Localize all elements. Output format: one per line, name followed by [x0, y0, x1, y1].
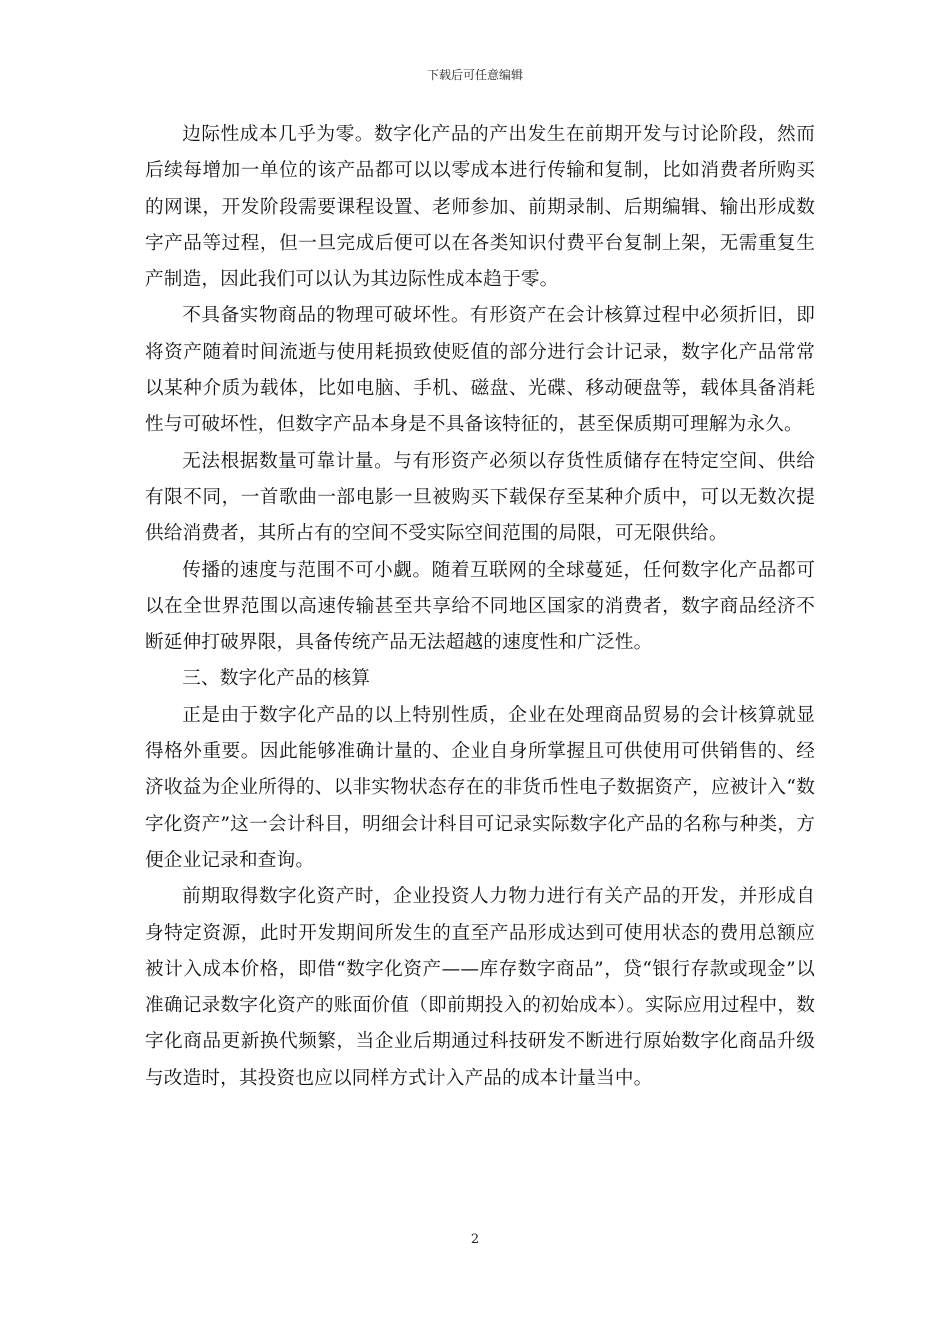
paragraph-marginal-cost: 边际性成本几乎为零。数字化产品的产出发生在前期开发与讨论阶段，然而后续每增加一单位的该产品都可以以零成本进行传输和复制，比如消费者所购买的网课，开发阶段需要课程设置、老师参加、前期录制、后期编辑、输出形成数字产品等过程，但一旦完成后便可以在各类知识付费平台复制上架，无需重复生产制造，因此我们可以认为其边际性成本趋于零。	[145, 124, 815, 291]
page-number: 2	[470, 1232, 480, 1247]
page-header: 下载后可任意编辑	[426, 68, 523, 82]
paragraph-propagation: 传播的速度与范围不可小觑。随着互联网的全球蔓延，任何数字化产品都可以在全世界范围以高速传输甚至共享给不同地区国家的消费者，数字商品经济不断延伸打破界限，具备传统产品无法超越的速度性和广泛性。	[145, 559, 815, 654]
paragraph-quantity-measurement: 无法根据数量可靠计量。与有形资产必须以存货性质储存在特定空间、供给有限不同，一首歌曲一部电影一旦被购买下载保存至某种介质中，可以无数次提供给消费者，其所占有的空间不受实际空间范围的局限，可无限供给。	[145, 450, 815, 545]
paragraph-initial-acquisition: 前期取得数字化资产时，企业投资人力物力进行有关产品的开发，并形成自身特定资源，此时开发期间所发生的直至产品形成达到可使用状态的费用总额应被计入成本价格，即借“数字化资产——库存数字商品”，贷“银行存款或现金”以准确记录数字化资产的账面价值（即前期投入的初始成本）。实际应用过程中，数字化商品更新换代频繁，当企业后期通过科技研发不断进行原始数字化商品升级与改造时，其投资也应以同样方式计入产品的成本计量当中。	[145, 886, 815, 1089]
paragraph-non-destructible: 不具备实物商品的物理可破坏性。有形资产在会计核算过程中必须折旧，即将资产随着时间流逝与使用耗损致使贬值的部分进行会计记录，数字化产品常常以某种介质为载体，比如电脑、手机、磁盘、光碟、移动硬盘等，载体具备消耗性与可破坏性，但数字产品本身是不具备该特征的，甚至保质期可理解为永久。	[145, 305, 815, 436]
document-body	[145, 117, 815, 1097]
section-heading: 三、数字化产品的核算	[182, 668, 371, 690]
paragraph-accounting-intro: 正是由于数字化产品的以上特别性质，企业在处理商品贸易的会计核算就显得格外重要。因此能够准确计量的、企业自身所掌握且可供使用可供销售的、经济收益为企业所得的、以非实物状态存在的非货币性电子数据资产，应被计入“数字化资产”这一会计科目，明细会计科目可记录实际数字化产品的名称与种类，方便企业记录和查询。	[145, 704, 815, 871]
